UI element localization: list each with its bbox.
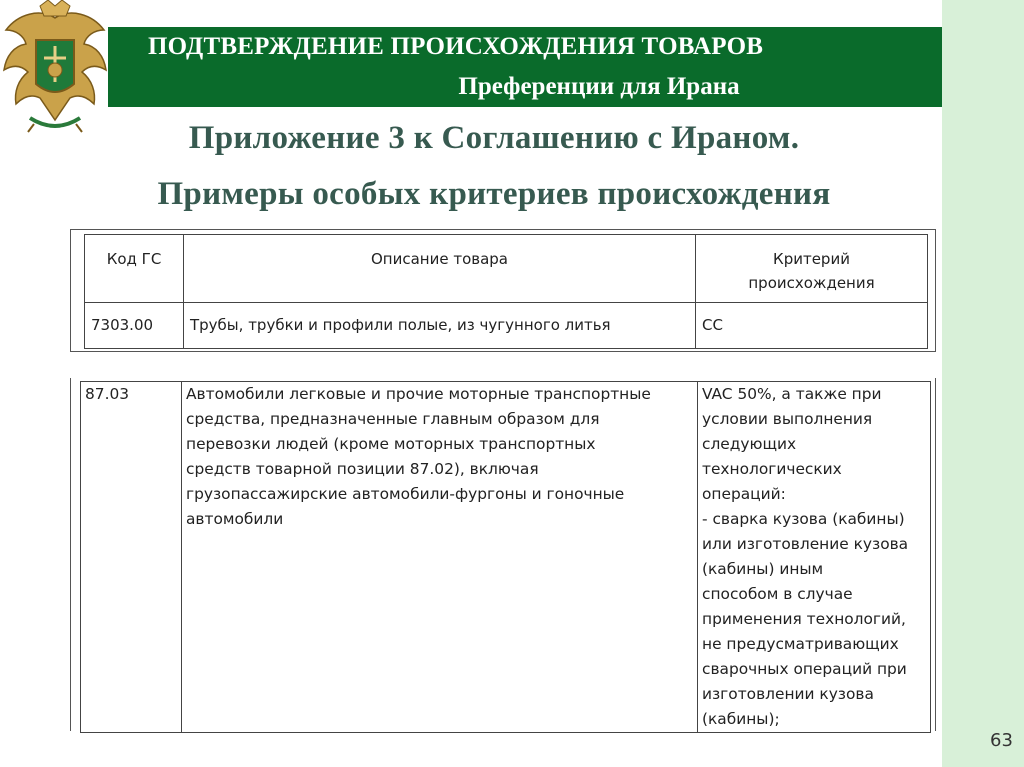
page-number: 63 [990,730,1013,751]
header-cell-criterion: Критерий происхождения [696,235,928,303]
header-cell-description: Описание товара [184,235,696,303]
slide-heading-line1: Приложение 3 к Соглашению с Ираном. [188,120,800,156]
origin-criteria-table-vehicles [80,381,931,733]
customs-emblem-icon [0,0,110,138]
header-cell-code: Код ГС [85,235,184,303]
cell-code: 7303.00 [85,303,184,349]
header-subtitle: Преференции для Ирана [458,73,740,100]
table-row [85,303,928,349]
table-row [81,382,931,733]
origin-criteria-table-header [84,234,928,349]
slide-heading-line2: Примеры особых критериев происхождения [157,176,831,212]
header-title: ПОДТВЕРЖДЕНИЕ ПРОИСХОЖДЕНИЯ ТОВАРОВ [148,33,764,60]
cell-criterion: VAC 50%, а также при условии выполнения следующих технологических операций: - сварка кузова (кабины) или изготовление кузова (кабины) иным способом в случае применения технологий, не предусматривающих сварочных операций при изготовлении кузова (кабины); [698,382,931,733]
cell-description: Автомобили легковые и прочие моторные транспортные средства, предназначенные главным образом для перевозки людей (кроме моторных транспортных средств товарной позиции 87.02), включая грузопассажирские автомобили-фургоны и гоночные автомобили [182,382,698,733]
cell-criterion: СС [696,303,928,349]
table-header-row [85,235,928,303]
right-decor-strip [942,0,1024,767]
cell-description: Трубы, трубки и профили полые, из чугунного литья [184,303,696,349]
cell-code: 87.03 [81,382,182,733]
